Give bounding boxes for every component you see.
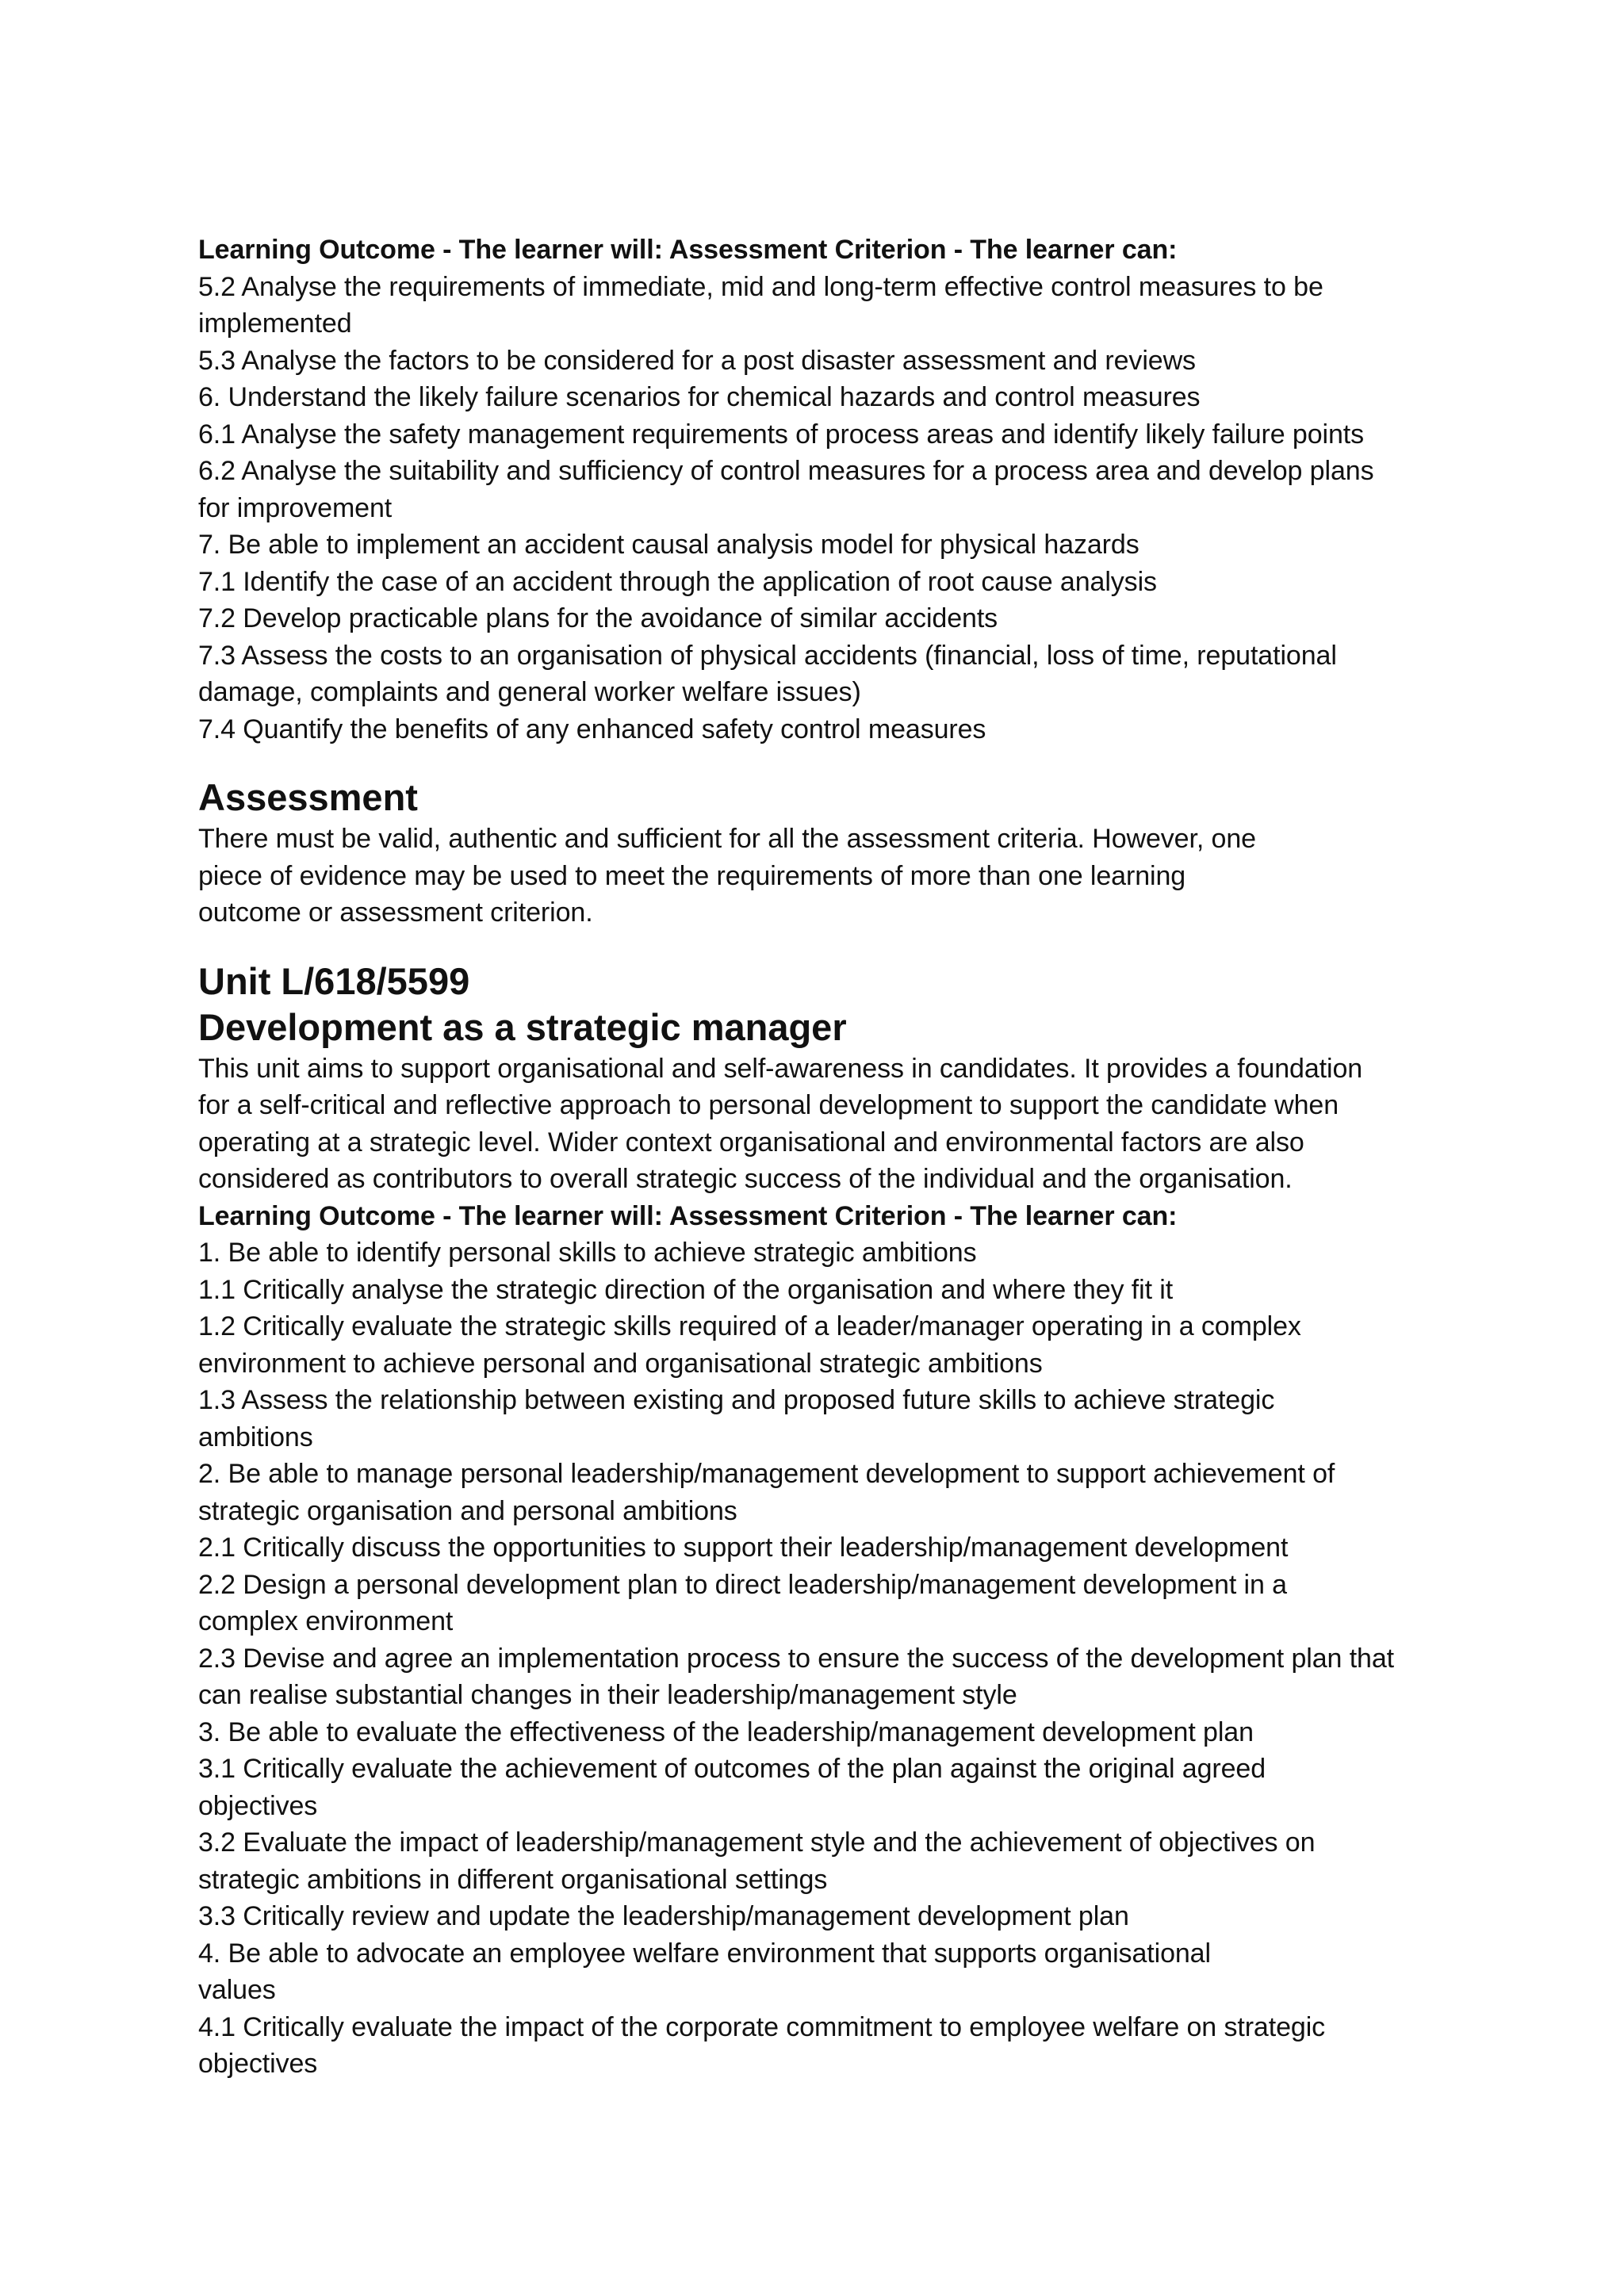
criterion-line: 7.4 Quantify the benefits of any enhanced safety control measures [198, 714, 986, 744]
unit-title-heading: Development as a strategic manager [198, 1005, 847, 1048]
criterion-line: 5.2 Analyse the requirements of immediate, mid and long-term effective control measures to be [198, 271, 1323, 302]
unit-intro-line: This unit aims to support organisational and self-awareness in candidates. It provides a foundation [198, 1053, 1363, 1084]
criterion-line: 7. Be able to implement an accident causal analysis model for physical hazards [198, 530, 1139, 560]
unit-criterion-line: strategic organisation and personal ambitions [198, 1495, 737, 1526]
unit-code-heading: Unit L/618/5599 [198, 959, 470, 1002]
unit-criterion-line: environment to achieve personal and organisational strategic ambitions [198, 1348, 1043, 1379]
unit-intro-line: for a self-critical and reflective approach to personal development to support the candidate when [198, 1090, 1339, 1120]
criterion-line: damage, complaints and general worker welfare issues) [198, 677, 861, 707]
unit-intro-line: considered as contributors to overall strategic success of the individual and the organisation. [198, 1164, 1293, 1194]
unit-criterion-line: 3.1 Critically evaluate the achievement of outcomes of the plan against the original agreed [198, 1754, 1266, 1784]
unit-criterion-line: can realise substantial changes in their leadership/management style [198, 1680, 1017, 1710]
unit-criterion-line: 1.1 Critically analyse the strategic direction of the organisation and where they fit it [198, 1274, 1174, 1305]
unit-criterion-line: 2.3 Devise and agree an implementation process to ensure the success of the development plan that [198, 1643, 1394, 1674]
criterion-line: 6.1 Analyse the safety management requirements of process areas and identify likely failure points [198, 419, 1365, 450]
assessment-text-line: There must be valid, authentic and sufficient for all the assessment criteria. However, one [198, 824, 1256, 854]
criterion-line: for improvement [198, 492, 393, 523]
spacer [198, 932, 1435, 959]
criterion-line: 6.2 Analyse the suitability and sufficiency of control measures for a process area and develop plans [198, 456, 1374, 486]
unit-criterion-line: strategic ambitions in different organisational settings [198, 1864, 828, 1895]
spacer [198, 748, 1435, 775]
unit-criterion-line: objectives [198, 2049, 318, 2079]
unit-criterion-line: 2.1 Critically discuss the opportunities to support their leadership/management development [198, 1533, 1289, 1563]
unit-criterion-line: objectives [198, 1790, 318, 1821]
unit-criterion-line: 1. Be able to identify personal skills to achieve strategic ambitions [198, 1238, 977, 1268]
unit-criterion-line: 2.2 Design a personal development plan to direct leadership/management development in a [198, 1569, 1287, 1600]
unit-criterion-line: 2. Be able to manage personal leadership/management development to support achievement of [198, 1459, 1335, 1489]
assessment-text-line: piece of evidence may be used to meet the requirements of more than one learning [198, 860, 1186, 891]
criterion-line: 7.2 Develop practicable plans for the avoidance of similar accidents [198, 603, 998, 633]
unit-criterion-line: 3. Be able to evaluate the effectiveness of the leadership/management development plan [198, 1716, 1254, 1747]
section-header-learning-outcome: Learning Outcome - The learner will: Assessment Criterion - The learner can: [198, 235, 1178, 265]
unit-criterion-line: 3.3 Critically review and update the leadership/management development plan [198, 1901, 1129, 1931]
criterion-line: 5.3 Analyse the factors to be considered for a post disaster assessment and reviews [198, 345, 1196, 376]
unit-criterion-line: ambitions [198, 1422, 313, 1452]
unit-criterion-line: complex environment [198, 1606, 454, 1636]
assessment-heading: Assessment [198, 776, 418, 818]
assessment-text-line: outcome or assessment criterion. [198, 897, 593, 928]
unit-criterion-line: 4.1 Critically evaluate the impact of the corporate commitment to employee welfare on strategic [198, 2011, 1326, 2042]
unit-criterion-line: 1.2 Critically evaluate the strategic skills required of a leader/manager operating in a complex [198, 1311, 1301, 1341]
unit-criterion-line: values [198, 1975, 276, 2005]
unit-intro-line: operating at a strategic level. Wider context organisational and environmental factors are also [198, 1127, 1304, 1158]
criterion-line: 7.1 Identify the case of an accident through the application of root cause analysis [198, 566, 1157, 597]
unit-criterion-line: 4. Be able to advocate an employee welfare environment that supports organisational [198, 1938, 1211, 1969]
criterion-line: implemented [198, 308, 352, 339]
document-page [198, 232, 1435, 2083]
criterion-line: 7.3 Assess the costs to an organisation of physical accidents (financial, loss of time, reputational [198, 640, 1337, 671]
unit-criterion-line: 3.2 Evaluate the impact of leadership/management style and the achievement of objectives on [198, 1827, 1316, 1858]
criterion-line: 6. Understand the likely failure scenarios for chemical hazards and control measures [198, 382, 1201, 412]
unit-header-learning-outcome: Learning Outcome - The learner will: Assessment Criterion - The learner can: [198, 1200, 1178, 1231]
unit-criterion-line: 1.3 Assess the relationship between existing and proposed future skills to achieve strategic [198, 1385, 1275, 1415]
